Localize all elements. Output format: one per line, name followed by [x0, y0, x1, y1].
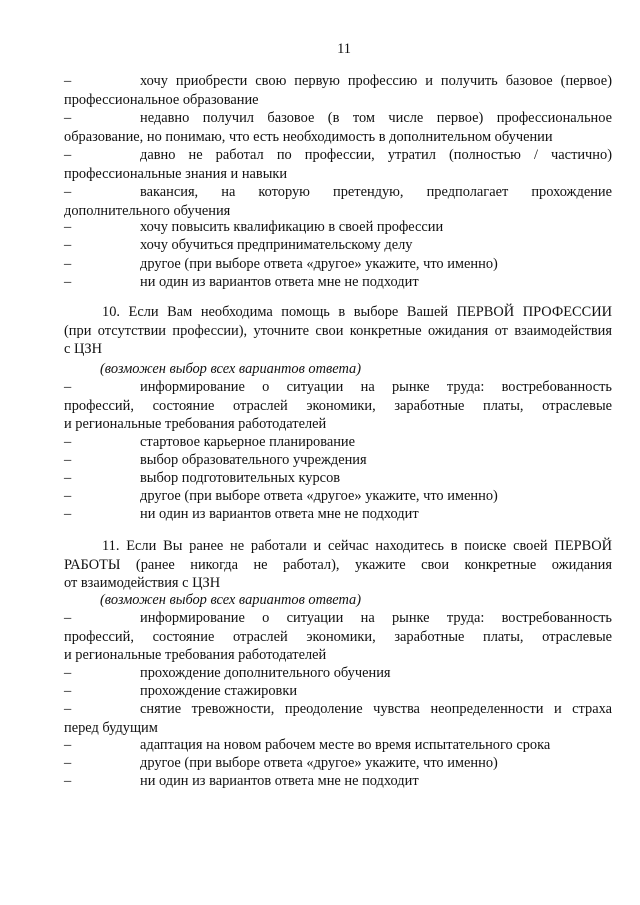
text-line [64, 754, 612, 773]
dash-marker: – [64, 219, 72, 235]
bullet-item [64, 609, 612, 665]
line-text: профессий, состояние отраслей экономики, заработные платы, отраслевые [64, 628, 612, 645]
bullet-item [64, 72, 612, 109]
bullet-item [64, 736, 612, 755]
dash-marker: – [64, 379, 72, 395]
line-text: вакансия, на которую претендую, предполагает прохождение [140, 184, 612, 200]
dash-marker: – [64, 434, 72, 450]
dash-marker: – [64, 237, 72, 253]
line-text: информирование о ситуации на рынке труда: востребованность [140, 379, 612, 395]
dash-marker: – [64, 256, 72, 272]
line-text: и региональные требования работодателей [64, 416, 327, 433]
line-text: недавно получил базовое (в том числе первое) профессиональное [140, 110, 612, 126]
question-11 [64, 537, 612, 593]
dash-marker: – [64, 488, 72, 504]
dash-marker: – [64, 470, 72, 486]
dash-marker: – [64, 274, 72, 290]
text-line [64, 255, 612, 274]
bullet-item [64, 183, 612, 220]
text-line [64, 128, 612, 147]
line-text: другое (при выборе ответа «другое» укажите, что именно) [140, 256, 498, 272]
line-text: другое (при выборе ответа «другое» укажите, что именно) [140, 488, 498, 504]
bullet-item [64, 505, 612, 524]
text-line [64, 433, 612, 452]
bullet-item [64, 682, 612, 701]
dash-marker: – [64, 683, 72, 699]
line-text: хочу обучиться предпринимательскому делу [140, 237, 413, 253]
line-text: и региональные требования работодателей [64, 647, 327, 664]
dash-marker: – [64, 73, 72, 89]
text-line [64, 469, 612, 488]
line-text: выбор подготовительных курсов [140, 470, 341, 486]
question-line: от взаимодействия с ЦЗН [64, 575, 221, 592]
bullet-item [64, 218, 612, 237]
text-line [64, 451, 612, 470]
line-text: давно не работал по профессии, утратил (полностью / частично) [140, 147, 612, 163]
answer-note: (возможен выбор всех вариантов ответа) [100, 361, 362, 377]
bullet-item [64, 487, 612, 506]
bullet-item [64, 236, 612, 255]
line-text: выбор образовательного учреждения [140, 452, 367, 468]
dash-marker: – [64, 755, 72, 771]
line-text: ни один из вариантов ответа мне не подходит [140, 274, 419, 290]
bullet-item [64, 146, 612, 183]
text-line [64, 218, 612, 237]
dash-marker: – [64, 665, 72, 681]
text-line [64, 415, 612, 434]
line-text: перед будущим [64, 719, 158, 736]
dash-marker: – [64, 110, 72, 126]
dash-marker: – [64, 773, 72, 789]
bullet-item [64, 664, 612, 683]
line-text: хочу приобрести свою первую профессию и получить базовое (первое) [140, 73, 612, 89]
bullet-item [64, 772, 612, 791]
line-text: прохождение дополнительного обучения [140, 665, 391, 681]
line-text: хочу повысить квалификацию в своей профессии [140, 219, 444, 235]
dash-marker: – [64, 610, 72, 626]
text-line [64, 628, 612, 647]
text-line [64, 236, 612, 255]
text-line [64, 736, 612, 755]
text-line [64, 609, 612, 628]
question-line: (при отсутствии профессии), уточните свои конкретные ожидания от взаимодействия [64, 322, 612, 339]
text-line [64, 397, 612, 416]
page-number: 11 [337, 41, 351, 57]
line-text: профессий, состояние отраслей экономики, заработные платы, отраслевые [64, 397, 612, 414]
dash-marker: – [64, 184, 72, 200]
question-line: 10. Если Вам необходима помощь в выборе Вашей ПЕРВОЙ ПРОФЕССИИ [102, 304, 612, 320]
text-line [64, 646, 612, 665]
bullet-item [64, 255, 612, 274]
text-line [64, 700, 612, 719]
dash-marker: – [64, 147, 72, 163]
text-line [64, 91, 612, 110]
text-line [64, 273, 612, 292]
text-line [64, 378, 612, 397]
line-text: дополнительного обучения [64, 202, 231, 219]
dash-marker: – [64, 452, 72, 468]
text-line [64, 505, 612, 524]
dash-marker: – [64, 737, 72, 753]
text-line [64, 772, 612, 791]
text-line [64, 109, 612, 128]
bullet-item [64, 754, 612, 773]
bullet-item [64, 433, 612, 452]
text-line [64, 72, 612, 91]
line-text: информирование о ситуации на рынке труда: востребованность [140, 610, 612, 626]
dash-marker: – [64, 506, 72, 522]
question-line: 11. Если Вы ранее не работали и сейчас находитесь в поиске своей ПЕРВОЙ [102, 538, 612, 554]
line-text: ни один из вариантов ответа мне не подходит [140, 506, 419, 522]
text-line [64, 487, 612, 506]
bullet-item [64, 109, 612, 146]
text-line [64, 682, 612, 701]
dash-marker: – [64, 701, 72, 717]
line-text: прохождение стажировки [140, 683, 298, 699]
line-text: профессиональные знания и навыки [64, 165, 288, 182]
line-text: ни один из вариантов ответа мне не подходит [140, 773, 419, 789]
line-text: профессиональное образование [64, 91, 259, 108]
text-line [64, 664, 612, 683]
bullet-item [64, 451, 612, 470]
text-line [64, 719, 612, 738]
bullet-item [64, 273, 612, 292]
line-text: стартовое карьерное планирование [140, 434, 355, 450]
line-text: образование, но понимаю, что есть необходимость в дополнительном обучении [64, 128, 553, 145]
question-10 [64, 303, 612, 359]
line-text: снятие тревожности, преодоление чувства неопределенности и страха [140, 701, 612, 717]
question-line: РАБОТЫ (ранее никогда не работал), укажите свои конкретные ожидания [64, 556, 612, 573]
line-text: адаптация на новом рабочем месте во время испытательного срока [140, 737, 551, 753]
line-text: другое (при выборе ответа «другое» укажите, что именно) [140, 755, 498, 771]
answer-note: (возможен выбор всех вариантов ответа) [100, 592, 362, 608]
text-line [64, 183, 612, 202]
bullet-item [64, 700, 612, 737]
text-line [64, 146, 612, 165]
bullet-item [64, 378, 612, 434]
question-line: с ЦЗН [64, 341, 102, 358]
text-line [64, 165, 612, 184]
bullet-item [64, 469, 612, 488]
